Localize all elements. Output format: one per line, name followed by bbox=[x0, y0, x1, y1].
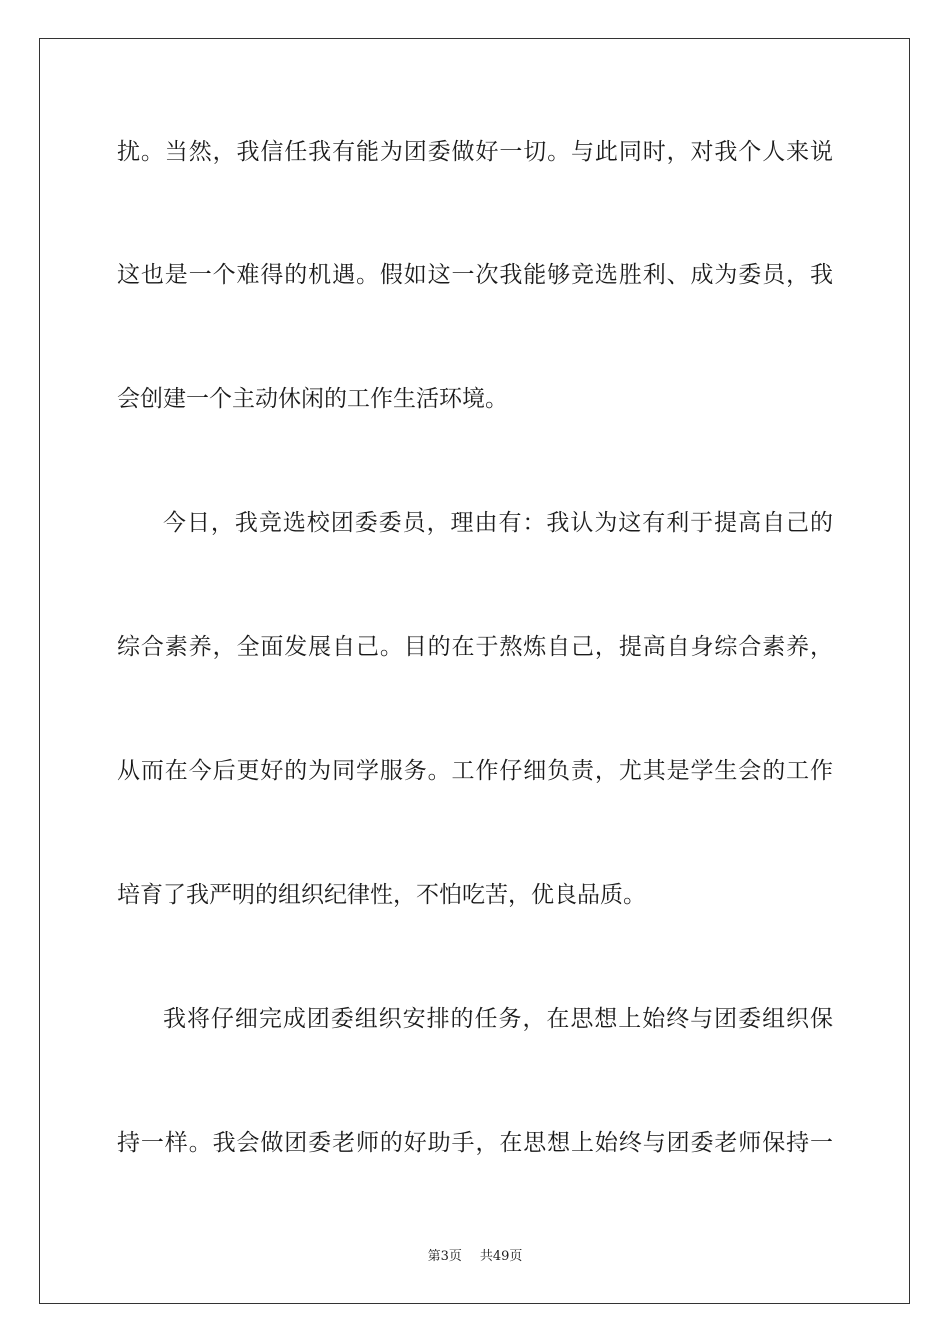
paragraph-line-6: 从而在今后更好的为同学服务。工作仔细负责，尤其是学生会的工作 bbox=[117, 758, 833, 784]
current-page-number: 第3页 bbox=[427, 1249, 462, 1264]
paragraph-line-7: 培育了我严明的组织纪律性，不怕吃苦，优良品质。 bbox=[117, 882, 646, 908]
paragraph-line-5: 综合素养，全面发展自己。目的在于熬炼自己，提高自身综合素养， bbox=[117, 634, 833, 660]
paragraph-line-9: 持一样。我会做团委老师的好助手，在思想上始终与团委老师保持一 bbox=[117, 1130, 833, 1156]
total-page-count: 共49页 bbox=[479, 1249, 523, 1264]
page-border bbox=[39, 38, 910, 1304]
paragraph-line-1: 扰。当然，我信任我有能为团委做好一切。与此同时，对我个人来说 bbox=[117, 139, 833, 165]
paragraph-line-3: 会创建一个主动休闲的工作生活环境。 bbox=[117, 386, 508, 412]
paragraph-line-2: 这也是一个难得的机遇。假如这一次我能够竞选胜利、成为委员，我 bbox=[117, 262, 833, 288]
page-footer bbox=[0, 1249, 950, 1265]
paragraph-line-4: 今日，我竞选校团委委员，理由有：我认为这有利于提高自己的 bbox=[163, 510, 833, 536]
paragraph-line-8: 我将仔细完成团委组织安排的任务，在思想上始终与团委组织保 bbox=[163, 1006, 833, 1032]
